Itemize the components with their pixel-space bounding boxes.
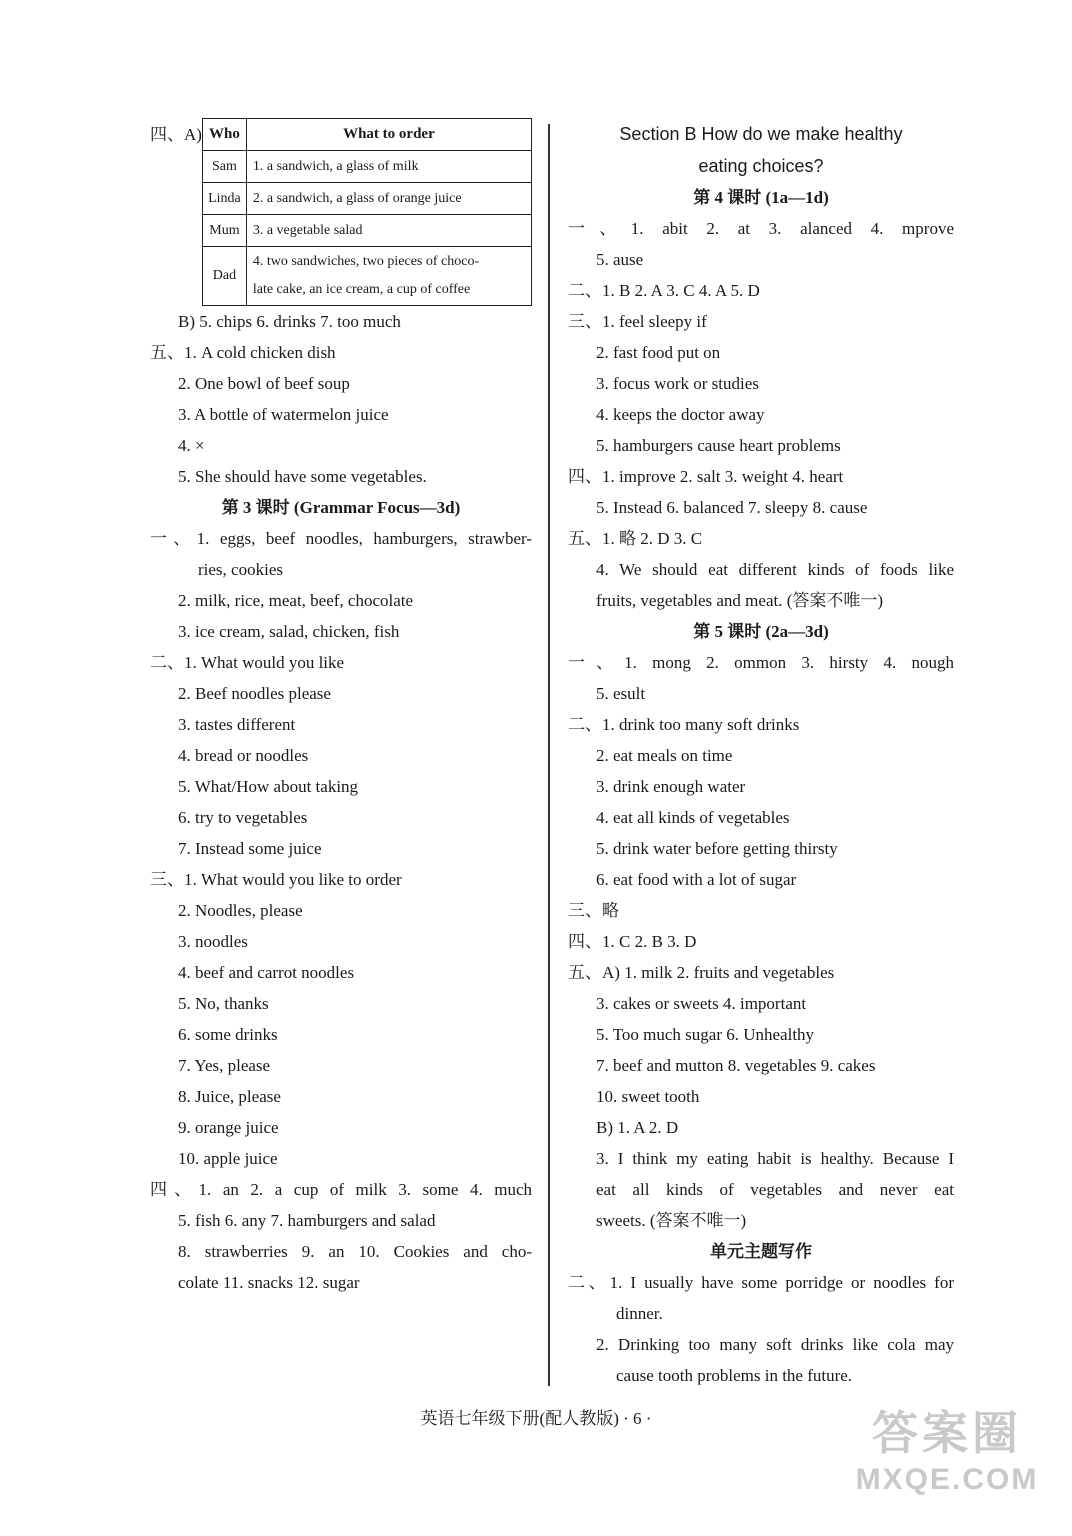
answer-line: 5. fish 6. any 7. hamburgers and salad	[178, 1211, 436, 1230]
watermark-text-top: 答案圈	[872, 1407, 1022, 1459]
answer-line: 一、1. abit 2. at 3. alanced 4. mprove	[568, 219, 954, 238]
answer-line: 二、1. drink too many soft drinks	[568, 715, 800, 734]
answer-line: B) 1. A 2. D	[596, 1118, 679, 1137]
answer-line: fruits, vegetables and meat. (答案不唯一)	[596, 591, 884, 610]
answer-line: 7. beef and mutton 8. vegetables 9. cakes	[596, 1056, 876, 1075]
answer-line: 7. Yes, please	[178, 1056, 271, 1075]
answer-line: sweets. (答案不唯一)	[596, 1211, 747, 1230]
section-title: Section B How do we make healthy	[619, 124, 903, 144]
column-divider	[548, 124, 550, 1386]
answer-line: 3. tastes different	[178, 715, 296, 734]
watermark-text-bottom: MXQE.COM	[855, 1463, 1039, 1496]
table-row	[203, 151, 532, 183]
table-header-row	[203, 119, 532, 151]
left-column	[150, 118, 532, 1298]
table-header-who: Who	[203, 119, 247, 151]
answer-line: 5. Too much sugar 6. Unhealthy	[596, 1025, 815, 1044]
answer-line: 二、1. What would you like	[150, 653, 345, 672]
answer-line: 3. drink enough water	[596, 777, 746, 796]
answer-line: 8. Juice, please	[178, 1087, 281, 1106]
answer-line: 2. One bowl of beef soup	[178, 374, 350, 393]
lesson-heading: 第 5 课时 (2a—3d)	[693, 622, 829, 641]
lesson-heading: 第 3 课时 (Grammar Focus—3d)	[221, 498, 461, 517]
answer-line: dinner.	[616, 1304, 663, 1323]
answer-line: 5. She should have some vegetables.	[178, 467, 427, 486]
answer-line: 4. eat all kinds of vegetables	[596, 808, 790, 827]
answer-line: 10. apple juice	[178, 1149, 278, 1168]
answer-line: B) 5. chips 6. drinks 7. too much	[178, 312, 401, 331]
answer-line: 2. fast food put on	[596, 343, 721, 362]
answer-line: colate 11. snacks 12. sugar	[178, 1273, 360, 1292]
answer-line: 9. orange juice	[178, 1118, 279, 1137]
answer-line: 10. sweet tooth	[596, 1087, 700, 1106]
answer-line: 6. eat food with a lot of sugar	[596, 870, 797, 889]
answer-line: 一、1. mong 2. ommon 3. hirsty 4. nough	[568, 653, 954, 672]
answer-line: 2. Beef noodles please	[178, 684, 331, 703]
table-cell-who: Dad	[203, 247, 247, 306]
answer-line: 3. noodles	[178, 932, 248, 951]
answer-line: 3. focus work or studies	[596, 374, 759, 393]
table-cell-what: 1. a sandwich, a glass of milk	[246, 151, 531, 183]
order-table	[202, 118, 532, 306]
table-row	[203, 183, 532, 215]
answer-line: 5. hamburgers cause heart problems	[596, 436, 841, 455]
answer-line: 5. ause	[596, 250, 644, 269]
answer-line: 四、1. improve 2. salt 3. weight 4. heart	[568, 467, 844, 486]
answer-line: 二、1. I usually have some porridge or noodles for	[568, 1273, 954, 1292]
answer-line: 一、1. eggs, beef noodles, hamburgers, strawber-	[150, 529, 532, 548]
answer-line: 2. Drinking too many soft drinks like cola may	[596, 1335, 954, 1354]
table-cell-line: late cake, an ice cream, a cup of coffee	[252, 282, 471, 297]
table-cell-what: 3. a vegetable salad	[246, 215, 531, 247]
answer-line: 三、1. What would you like to order	[150, 870, 402, 889]
answer-line: 五、1. 略 2. D 3. C	[568, 529, 703, 548]
answer-line: 2. Noodles, please	[178, 901, 303, 920]
table-cell-who: Sam	[203, 151, 247, 183]
answer-line: cause tooth problems in the future.	[616, 1366, 853, 1385]
answer-line: 3. cakes or sweets 4. important	[596, 994, 807, 1013]
answer-line: 5. Instead 6. balanced 7. sleepy 8. cause	[596, 498, 868, 517]
answer-line: 四、1. C 2. B 3. D	[568, 932, 697, 951]
answer-line: 5. No, thanks	[178, 994, 269, 1013]
right-column	[568, 118, 954, 1391]
answer-line: 三、1. feel sleepy if	[568, 312, 707, 331]
answer-line: 三、略	[568, 901, 619, 920]
table-cell-line: 4. two sandwiches, two pieces of choco-	[252, 254, 480, 269]
answer-line: eat all kinds of vegetables and never eat	[596, 1180, 954, 1199]
answer-line: 4. bread or noodles	[178, 746, 309, 765]
table-question-label: 四、A)	[150, 125, 202, 144]
answer-line: 3. I think my eating habit is healthy. Because I	[596, 1149, 954, 1168]
answer-line: 4. ×	[178, 436, 205, 455]
answer-line: 6. try to vegetables	[178, 808, 308, 827]
answer-line: 4. We should eat different kinds of foods like	[596, 560, 954, 579]
answer-line: 五、1. A cold chicken dish	[150, 343, 336, 362]
answer-line: 五、A) 1. milk 2. fruits and vegetables	[568, 963, 835, 982]
table-cell-who: Linda	[203, 183, 247, 215]
answer-line: 2. milk, rice, meat, beef, chocolate	[178, 591, 414, 610]
lesson-heading: 第 4 课时 (1a—1d)	[693, 188, 829, 207]
answer-line: ries, cookies	[198, 560, 283, 579]
answer-line: 2. eat meals on time	[596, 746, 733, 765]
lesson-heading: 单元主题写作	[710, 1242, 812, 1261]
answer-line: 5. esult	[596, 684, 646, 703]
answer-line: 二、1. B 2. A 3. C 4. A 5. D	[568, 281, 760, 300]
table-cell-what: 2. a sandwich, a glass of orange juice	[246, 183, 531, 215]
answer-line: 3. A bottle of watermelon juice	[178, 405, 389, 424]
table-row	[203, 247, 532, 306]
answer-line: 5. drink water before getting thirsty	[596, 839, 838, 858]
table-row	[203, 215, 532, 247]
section-title: eating choices?	[698, 156, 824, 176]
answer-line: 8. strawberries 9. an 10. Cookies and cho-	[178, 1242, 532, 1261]
answer-line: 7. Instead some juice	[178, 839, 322, 858]
answer-line: 5. What/How about taking	[178, 777, 359, 796]
table-cell-what	[246, 247, 531, 306]
order-table-block	[150, 118, 532, 306]
table-header-what: What to order	[246, 119, 531, 151]
table-cell-who: Mum	[203, 215, 247, 247]
answer-line: 4. beef and carrot noodles	[178, 963, 355, 982]
watermark-logo	[852, 1406, 1042, 1516]
answer-line: 3. ice cream, salad, chicken, fish	[178, 622, 400, 641]
answer-line: 四、1. an 2. a cup of milk 3. some 4. much	[150, 1180, 532, 1199]
page-footer: 英语七年级下册(配人教版) · 6 ·	[420, 1409, 652, 1428]
answer-line: 6. some drinks	[178, 1025, 278, 1044]
answer-line: 4. keeps the doctor away	[596, 405, 765, 424]
